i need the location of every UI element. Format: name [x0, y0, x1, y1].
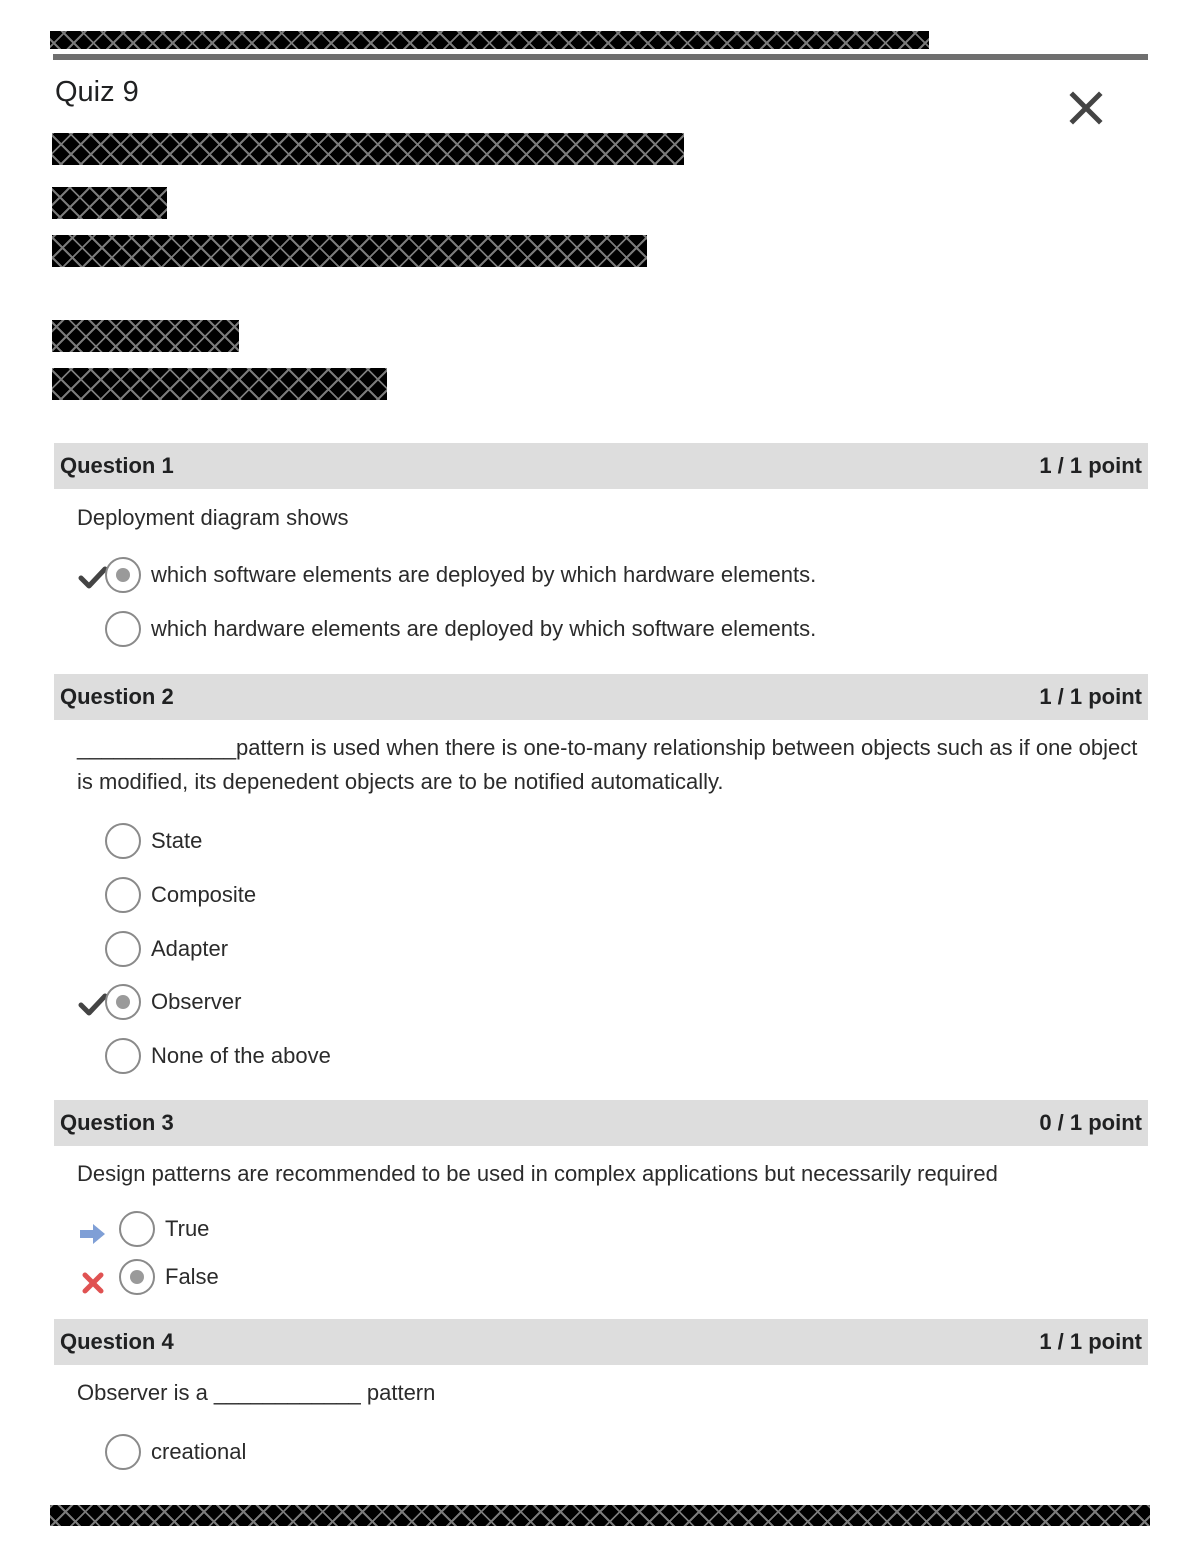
- question-prompt: Deployment diagram shows: [77, 505, 349, 530]
- question-title: Question 2: [60, 684, 174, 709]
- question-prompt: Design patterns are recommended to be used in complex applications but necessarily required: [77, 1161, 998, 1186]
- answer-option[interactable]: [119, 1257, 219, 1297]
- radio-button[interactable]: [105, 1434, 141, 1470]
- option-label: None of the above: [151, 1043, 331, 1068]
- question-1-header: [54, 443, 1148, 489]
- radio-button[interactable]: [105, 611, 141, 647]
- option-label: which hardware elements are deployed by which software elements.: [151, 616, 817, 641]
- question-score: 1 / 1 point: [1039, 684, 1142, 709]
- option-label: which software elements are deployed by which hardware elements.: [151, 562, 817, 587]
- answer-option[interactable]: [105, 875, 256, 915]
- answer-option[interactable]: [119, 1209, 209, 1249]
- radio-button[interactable]: [119, 1211, 155, 1247]
- radio-button[interactable]: [105, 931, 141, 967]
- option-label: Observer: [151, 989, 242, 1014]
- page-title: Quiz 9: [55, 76, 139, 108]
- answer-option[interactable]: [105, 609, 816, 649]
- redacted-info-line-1: [52, 133, 684, 165]
- option-label: True: [165, 1216, 210, 1241]
- radio-button[interactable]: [105, 984, 141, 1020]
- question-title: Question 4: [60, 1329, 174, 1354]
- question-4-header: [54, 1319, 1148, 1365]
- correct-check-icon: [78, 563, 108, 593]
- answer-option[interactable]: [105, 821, 202, 861]
- question-prompt: Observer is a ____________ pattern: [77, 1380, 436, 1405]
- answer-option[interactable]: [105, 929, 228, 969]
- redacted-footer: [50, 1505, 1150, 1526]
- question-title: Question 3: [60, 1110, 174, 1135]
- correct-check-icon: [78, 990, 108, 1020]
- redacted-info-line-2: [52, 187, 167, 219]
- question-score: 1 / 1 point: [1039, 1329, 1142, 1354]
- header-divider: [53, 54, 1148, 60]
- redacted-info-line-3: [52, 235, 647, 267]
- option-label: Composite: [151, 882, 257, 907]
- question-2-header: [54, 674, 1148, 720]
- redacted-info-line-4: [52, 320, 239, 352]
- question-prompt: _____________pattern is used when there is one-to-many relationship between objects such as if one object is modified, its depenedent objects are to be notified automatically.: [77, 735, 1138, 794]
- radio-button[interactable]: [105, 1038, 141, 1074]
- radio-button[interactable]: [105, 823, 141, 859]
- option-label: False: [165, 1264, 219, 1289]
- answer-option[interactable]: [105, 1432, 246, 1472]
- option-label: State: [151, 828, 203, 853]
- radio-button[interactable]: [105, 557, 141, 593]
- correct-answer-arrow-icon: [78, 1219, 108, 1249]
- close-icon[interactable]: [1068, 90, 1104, 126]
- option-label: Adapter: [151, 936, 229, 961]
- answer-option[interactable]: [105, 555, 816, 595]
- answer-option[interactable]: [105, 1036, 331, 1076]
- question-title: Question 1: [60, 453, 174, 478]
- question-score: 1 / 1 point: [1039, 453, 1142, 478]
- radio-button[interactable]: [119, 1259, 155, 1295]
- option-label: creational: [151, 1439, 247, 1464]
- question-3-header: [54, 1100, 1148, 1146]
- redacted-breadcrumb: [50, 31, 929, 49]
- redacted-info-line-5: [52, 368, 387, 400]
- incorrect-x-icon: [78, 1268, 108, 1298]
- radio-button[interactable]: [105, 877, 141, 913]
- answer-option[interactable]: [105, 982, 241, 1022]
- question-score: 0 / 1 point: [1039, 1110, 1142, 1135]
